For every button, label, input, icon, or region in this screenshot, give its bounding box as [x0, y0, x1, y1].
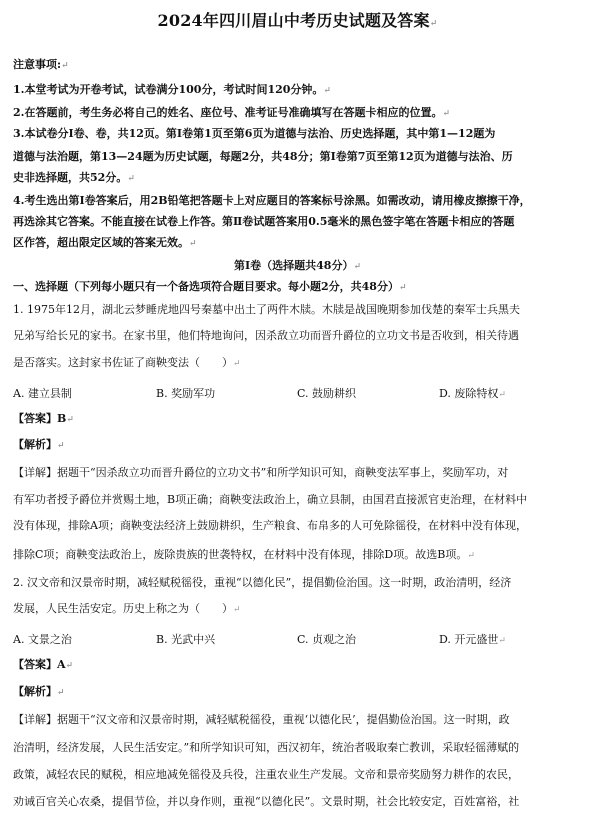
- option-d: D. 开元盛世↵: [439, 633, 506, 646]
- question-1-analysis-label: 【解析】↵: [13, 438, 65, 451]
- question-1-detail: 排除C项；商鞅变法政治上，废除贵族的世袭特权，在材料中没有体现，排除D项。故选B项。↵: [13, 548, 475, 561]
- note-line: 2.在答题前，考生务必将自己的姓名、座位号、准考证号准确填写在答题卡相应的位置。↵: [13, 106, 451, 119]
- question-2-detail: 劝诫百官关心农桑，提倡节俭，并以身作则，重视“以德化民”。文景时期，社会比较安定，百姓富裕，社: [13, 795, 520, 808]
- note-line: 史非选择题，共52分。↵: [13, 171, 135, 184]
- question-2-answer: 【答案】A↵: [13, 658, 74, 671]
- question-1-stem: 1. 1975年12月，湖北云梦睡虎地四号秦墓中出土了两件木牍。木牍是战国晚期参加伐楚的秦军士兵黑夫: [13, 303, 520, 316]
- note-line: 3.本试卷分Ⅰ卷、卷，共12页。第Ⅰ卷第1页至第6页为道德与法治、历史选择题，其中第1—12题为: [13, 127, 496, 140]
- option-a: A. 建立县制: [13, 387, 72, 400]
- question-1-detail: 没有体现，排除A项；商鞅变法经济上鼓励耕织，生产粮食、布帛多的人可免除徭役，在材料中没有体现，: [13, 519, 527, 532]
- question-2-analysis-label: 【解析】↵: [13, 685, 65, 698]
- option-c: C. 贞观之治: [297, 633, 357, 646]
- notes-heading: 注意事项:↵: [13, 58, 69, 71]
- part-heading: 一、选择题（下列每小题只有一个备选项符合题目要求。每小题2分，共48分）↵: [13, 280, 407, 293]
- question-2-options: [13, 631, 585, 645]
- section-title: 第Ⅰ卷（选择题共48分）↵: [234, 259, 361, 272]
- note-line: 1.本堂考试为开卷考试，试卷满分100分，考试时间120分钟。↵: [13, 83, 331, 96]
- question-2-detail: 【详解】据题干“汉文帝和汉景帝时期，减轻赋税徭役，重视‘以德化民’，提倡勤俭治国。这一时期，政: [13, 713, 510, 726]
- question-2-detail: 政策，减轻农民的赋税，相应地减免徭役及兵役，注重农业生产发展。文帝和景帝奖励努力耕作的农民，: [13, 768, 519, 781]
- note-line: 4.考生选出第Ⅰ卷答案后，用2B铅笔把答题卡上对应题目的答案标号涂黑。如需改动，请用橡皮擦擦干净，: [13, 194, 531, 207]
- question-1-options: [13, 385, 585, 399]
- note-line: 道德与法治题，第13—24题为历史试题，每题2分，共48分；第Ⅰ卷第7页至第12页为道德与法治、历: [13, 150, 513, 163]
- question-2-stem: 2. 汉文帝和汉景帝时期，减轻赋税徭役，重视“以德化民”，提倡勤俭治国。这一时期，政治清明，经济: [13, 576, 512, 589]
- question-2-detail: 治清明，经济发展，人民生活安定。”和所学知识可知，西汉初年，统治者吸取秦亡教训，采取轻徭薄赋的: [13, 741, 520, 754]
- option-b: B. 光武中兴: [156, 633, 216, 646]
- question-1-answer: 【答案】B↵: [13, 412, 74, 425]
- note-line: 再选涂其它答案。不能直接在试卷上作答。第Ⅱ卷试题答案用0.5毫米的黑色签字笔在答题卡相应的答题: [13, 215, 515, 228]
- question-1-detail: 【详解】据题干“因杀敌立功而晋升爵位的立功文书”和所学知识可知，商鞅变法军事上，奖励军功，对: [13, 466, 509, 479]
- option-c: C. 鼓励耕织: [297, 387, 357, 400]
- option-d: D. 废除特权↵: [439, 387, 506, 400]
- question-1-detail: 有军功者授予爵位并赏赐土地，B项正确；商鞅变法政治上，确立县制，由国君直接派官吏治理，在材料中: [13, 493, 528, 506]
- option-b: B. 奖励军功: [156, 387, 216, 400]
- question-2-stem: 发展，人民生活安定。历史上称之为（ ）↵: [13, 602, 241, 615]
- note-line: 区作答，超出限定区域的答案无效。↵: [13, 236, 197, 249]
- question-1-stem: 兄弟写给长兄的家书。在家书里，他们特地询问，因杀敌立功而晋升爵位的立功文书是否收到，相关待遇: [13, 329, 519, 342]
- option-a: A. 文景之治: [13, 633, 72, 646]
- question-1-stem: 是否落实。这封家书佐证了商鞅变法（ ）↵: [13, 356, 241, 369]
- document-title: 2024年四川眉山中考历史试题及答案↵: [157, 11, 438, 30]
